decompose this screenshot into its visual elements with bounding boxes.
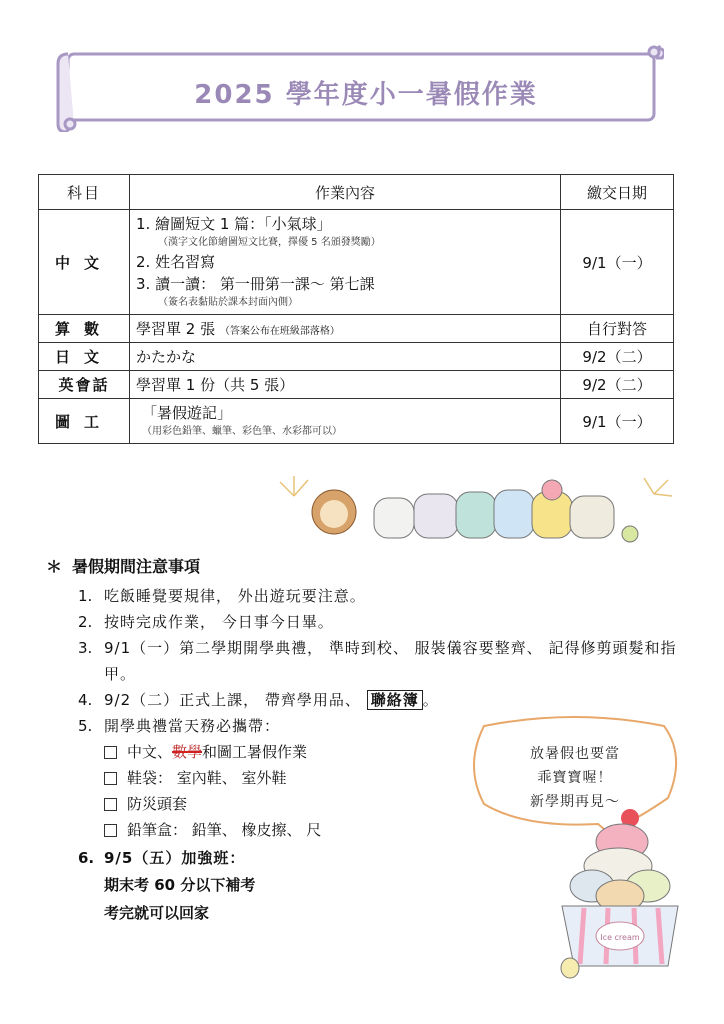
item-text-pre: 9/2（二）正式上課， 帶齊學用品、: [104, 691, 361, 709]
checklist-text: 防災頭套: [127, 795, 188, 813]
checkbox[interactable]: [104, 824, 117, 837]
item-text: 9/1（一）第二學期開學典禮， 準時到校、 服裝儀容要整齊、 記得修剪頭髮和指甲。: [104, 639, 677, 683]
due-cell: 9/1（一）: [561, 399, 674, 444]
content-note: （用彩色鉛筆、蠟筆、彩色筆、水彩都可以）: [142, 426, 342, 437]
struck-text: 數學: [172, 743, 203, 761]
item-number: 3.: [78, 639, 93, 657]
subject-cell: 中文: [39, 210, 130, 315]
content-cell: [130, 399, 561, 444]
content-cell: [130, 343, 561, 371]
item-text: 吃飯睡覺要規律， 外出遊玩要注意。: [104, 587, 366, 605]
content-note: （簽名表黏貼於課本封面內側）: [158, 297, 298, 308]
homework-table: [38, 174, 674, 444]
content-line: 學習單 2 張: [136, 320, 216, 338]
content-note: （漢字文化節繪圖短文比賽，擇優 5 名頒發獎勵）: [158, 237, 381, 248]
notice-heading: [46, 554, 686, 577]
checklist-text: 鞋袋： 室內鞋、 室外鞋: [127, 769, 287, 787]
content-cell: [130, 210, 561, 315]
content-line: 1. 繪圖短文 1 篇：「小氣球」: [136, 215, 332, 233]
table-row: [39, 371, 674, 399]
header-content: 作業內容: [130, 175, 561, 210]
extra-line: 考完就可以回家: [104, 904, 210, 922]
item-text: [104, 687, 686, 713]
item-number: 2.: [78, 613, 93, 631]
list-item: [78, 609, 686, 635]
list-item: [78, 687, 686, 713]
item-number: 5.: [78, 717, 93, 735]
contact-book-label: 聯絡簿: [367, 690, 423, 710]
due-cell: 9/2（二）: [561, 343, 674, 371]
content-cell: [130, 315, 561, 343]
content-note: （答案公布在班級部落格）: [219, 326, 340, 337]
subject-cell: 算數: [39, 315, 130, 343]
characters-illustration: [274, 476, 678, 550]
item-number: 6.: [78, 849, 95, 867]
extra-line: 期末考 60 分以下補考: [104, 876, 256, 894]
bubble-line: 乖寶寶喔！: [537, 770, 613, 786]
asterisk-icon: ＊: [46, 557, 63, 576]
subject-cell: 日文: [39, 343, 130, 371]
subject-cell: 圖工: [39, 399, 130, 444]
checkbox[interactable]: [104, 798, 117, 811]
table-row: [39, 315, 674, 343]
item-number: 1.: [78, 587, 93, 605]
ice-cream-illustration: [556, 804, 686, 980]
item-text-post: 。: [422, 691, 439, 709]
content-line: 學習單 1 份（共 5 張）: [136, 376, 295, 394]
item-number: 4.: [78, 691, 93, 709]
checklist-text: 鉛筆盒： 鉛筆、 橡皮擦、 尺: [127, 821, 322, 839]
header-subject: 科目: [39, 175, 130, 210]
header-due: 繳交日期: [561, 175, 674, 210]
due-cell: 自行對答: [561, 315, 674, 343]
list-item: [78, 635, 686, 687]
checklist-text-post: 和圖工暑假作業: [202, 743, 308, 761]
notice-heading-text: 暑假期間注意事項: [72, 557, 201, 576]
table-header-row: [39, 175, 674, 210]
checklist-text-pre: 中文、: [127, 743, 173, 761]
content-line: 3. 讀一讀： 第一冊第一課～ 第七課: [136, 275, 375, 293]
content-line: 「暑假遊記」: [142, 404, 233, 422]
content-line: 2. 姓名習寫: [136, 253, 216, 271]
table-row: [39, 343, 674, 371]
page-title: 2025 學年度小一暑假作業: [194, 80, 538, 110]
due-cell: 9/1（一）: [561, 210, 674, 315]
table-row: [39, 399, 674, 444]
list-item: [78, 583, 686, 609]
content-line: かたかな: [136, 348, 197, 366]
bubble-line: 新學期再見～: [530, 794, 620, 810]
checkbox[interactable]: [104, 746, 117, 759]
subject-cell: 英會話: [39, 371, 130, 399]
cup-label: Ice cream: [600, 933, 640, 942]
item-text: 開學典禮當天務必攜帶：: [104, 717, 281, 735]
content-cell: [130, 371, 561, 399]
item-text: 9/5（五）加強班：: [104, 849, 246, 867]
bubble-line: 放暑假也要當: [530, 746, 620, 762]
item-text: 按時完成作業， 今日事今日畢。: [104, 613, 334, 631]
table-row: [39, 210, 674, 315]
checkbox[interactable]: [104, 772, 117, 785]
due-cell: 9/2（二）: [561, 371, 674, 399]
